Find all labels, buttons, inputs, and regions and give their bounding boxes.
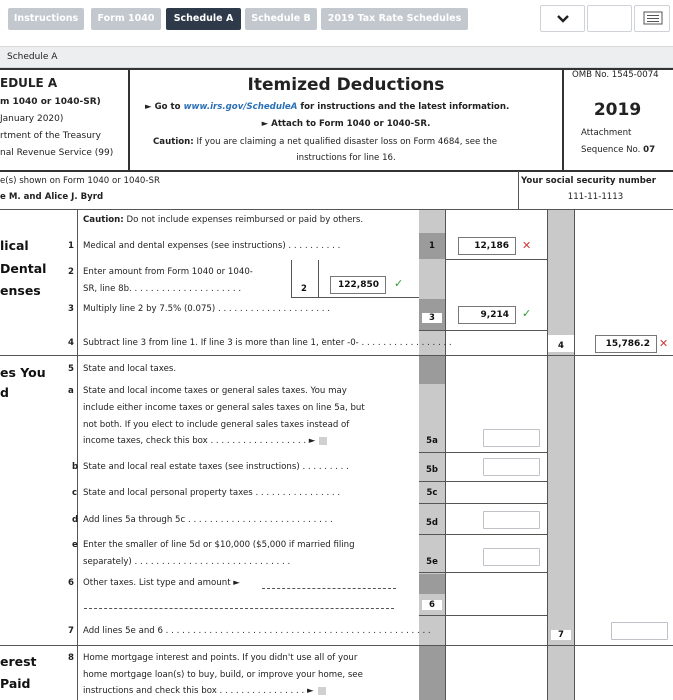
medical-caution [83, 215, 363, 225]
caution-note-2: instructions for line 16. [296, 153, 396, 163]
form-department: rtment of the Treasury [0, 131, 101, 141]
line-2-check-icon: ✓ [394, 277, 404, 290]
ssn-value: 111-11-1113 [567, 192, 624, 202]
caution-text: If you are claiming a net qualified disaster loss on Form 4684, see the [193, 137, 498, 147]
line-1-error-icon: ✕ [522, 239, 532, 252]
line-8-number: 8 [68, 653, 74, 663]
line-5b-input[interactable] [483, 458, 540, 476]
menu-button[interactable] [634, 5, 670, 32]
line-5a-checkbox[interactable] [319, 437, 327, 445]
line-5b-label: State and local real estate taxes (see instructions) . . . . . . . . . [83, 462, 349, 472]
section-label-interest: erest [0, 654, 37, 669]
line-1-input[interactable]: 12,186 [458, 237, 516, 255]
line-4-number: 4 [68, 338, 74, 348]
line-7-input[interactable] [611, 622, 668, 640]
taxpayer-names: e M. and Alice J. Byrd [0, 192, 104, 202]
line-8-text-2: home mortgage loan(s) to buy, build, or improve your home, see [83, 670, 363, 680]
line-1-label: Medical and dental expenses (see instructions) . . . . . . . . . . [83, 241, 341, 251]
line-2-input[interactable]: 122,850 [330, 276, 386, 294]
line-5a-text-2: include either income taxes or general sales taxes on line 5a, but [83, 403, 365, 413]
section-label-taxes-2: d [0, 385, 9, 400]
line-5a-letter: a [68, 386, 74, 396]
line-4-box-label: 4 [551, 341, 571, 351]
line-5a-text-4-label: income taxes, check this box . . . . . . . . . . . . . . . . . . ► [83, 436, 316, 446]
line-5e-text-2: separately) . . . . . . . . . . . . . . . . . . . . . . . . . . . . . [83, 557, 291, 567]
line-6-type-line[interactable] [262, 588, 396, 589]
omb-number: OMB No. 1545-0074 [572, 70, 659, 80]
line-8-text-3-label: instructions and check this box . . . . . . . . . . . . . . . . ► [83, 686, 314, 696]
tab-instructions[interactable]: Instructions [8, 8, 84, 30]
ssn-label: Your social security number [521, 176, 656, 186]
line-8-text-1: Home mortgage interest and points. If you didn't use all of your [83, 653, 358, 663]
line-7-label: Add lines 5e and 6 . . . . . . . . . . . . . . . . . . . . . . . . . . . . . . . . . . . . . . . . . . . . . . . . . [83, 626, 431, 636]
sequence-number [581, 145, 655, 155]
line-2-box-label: 2 [301, 284, 307, 294]
form-subtitle: m 1040 or 1040-SR) [0, 97, 101, 107]
line-2-number: 2 [68, 267, 74, 277]
line-5b-letter: b [72, 462, 79, 472]
goto-suffix: for instructions and the latest information. [297, 102, 510, 112]
line-7-box-label: 7 [551, 630, 571, 640]
form-name: EDULE A [0, 76, 58, 90]
line-5e-text-1: Enter the smaller of line 5d or $10,000 ($5,000 if married filing [83, 540, 355, 550]
section-label-expenses: enses [0, 283, 41, 298]
tab-2019-tax-rate-schedules[interactable]: 2019 Tax Rate Schedules [321, 8, 468, 30]
breadcrumb-label: Schedule A [7, 52, 58, 62]
line-5-label: State and local taxes. [83, 364, 177, 374]
top-nav-bar [0, 0, 673, 40]
line-4-error-icon: ✕ [659, 337, 669, 350]
line-5e-input[interactable] [483, 548, 540, 566]
line-5a-input[interactable] [483, 429, 540, 447]
line-4-label: Subtract line 3 from line 1. If line 3 is more than line 1, enter -0- . . . . . . . . . . . . . . . . . [83, 338, 452, 348]
line-2-label-a: Enter amount from Form 1040 or 1040- [83, 267, 253, 277]
line-5a-text-3: not both. If you elect to include general sales taxes instead of [83, 420, 350, 430]
blank-button[interactable] [587, 5, 632, 32]
goto-prefix: ► Go to [145, 102, 184, 112]
sequence-label: Sequence No. [581, 145, 641, 155]
dropdown-button[interactable] [540, 5, 585, 32]
hamburger-menu-icon [635, 6, 671, 31]
tax-year: 2019 [593, 100, 642, 120]
caution-label: Caution: [153, 137, 194, 147]
line-5b-box-label: 5b [426, 465, 438, 475]
line-5-number: 5 [68, 364, 74, 374]
line-7-number: 7 [68, 626, 74, 636]
line-3-label: Multiply line 2 by 7.5% (0.075) . . . . . . . . . . . . . . . . . . . . . [83, 304, 330, 314]
line-5a-text-4 [83, 436, 327, 446]
line-1-number: 1 [68, 241, 74, 251]
attachment-label: Attachment [581, 128, 632, 138]
line-6-label: Other taxes. List type and amount ► [83, 578, 240, 588]
line-5c-box-label: 5c [426, 488, 438, 498]
line-5d-label: Add lines 5a through 5c . . . . . . . . . . . . . . . . . . . . . . . . . . . [83, 515, 333, 525]
line-5a-box-label: 5a [426, 436, 438, 446]
line-5d-input[interactable] [483, 511, 540, 529]
irs-link[interactable]: www.irs.gov/ScheduleA [183, 102, 298, 112]
line-4-input[interactable]: 15,786.2 [595, 335, 657, 353]
section-label-taxes: es You [0, 365, 46, 380]
section-label-dental: Dental [0, 261, 47, 276]
line-5d-box-label: 5d [426, 518, 438, 528]
line-1-box-label: 1 [429, 241, 435, 251]
line-5e-box-label: 5e [426, 557, 438, 567]
caution-note [153, 137, 497, 147]
section-label-medical: lical [0, 238, 29, 253]
line-5c-label: State and local personal property taxes . . . . . . . . . . . . . . . . [83, 488, 341, 498]
tab-form-1040[interactable]: Form 1040 [91, 8, 161, 30]
line-5e-letter: e [72, 540, 78, 550]
chevron-down-icon [541, 6, 586, 31]
medical-caution-text: Do not include expenses reimbursed or paid by others. [123, 215, 364, 225]
form-revision: January 2020) [0, 114, 64, 124]
line-5c-letter: c [72, 488, 78, 498]
line-8-checkbox[interactable] [318, 687, 326, 695]
line-3-box-label: 3 [422, 313, 442, 323]
line-3-check-icon: ✓ [522, 307, 532, 320]
line-3-input[interactable]: 9,214 [458, 306, 516, 324]
gray-column-right-bottom [548, 352, 574, 700]
tab-schedule-a[interactable]: Schedule A [166, 8, 241, 30]
section-label-paid: Paid [0, 676, 31, 691]
breadcrumb [0, 46, 673, 68]
gray-column-right-top [548, 210, 574, 335]
form-irs: nal Revenue Service (99) [0, 148, 114, 158]
line-8-text-3 [83, 686, 326, 696]
medical-caution-label: Caution: [83, 215, 124, 225]
line-5d-letter: d [72, 515, 79, 525]
line-6-amount-line[interactable] [84, 608, 394, 609]
goto-instructions [145, 102, 509, 112]
names-label: e(s) shown on Form 1040 or 1040-SR [0, 176, 160, 186]
line-3-number: 3 [68, 304, 74, 314]
line-5a-text-1: State and local income taxes or general sales taxes. You may [83, 386, 347, 396]
page-title: Itemized Deductions [247, 75, 445, 95]
line-6-box-label: 6 [422, 600, 442, 610]
sequence-value: 07 [643, 145, 656, 155]
line-2-label-b: SR, line 8b. . . . . . . . . . . . . . . . . . . . . [83, 284, 242, 294]
tab-schedule-b[interactable]: Schedule B [245, 8, 317, 30]
line-6-number: 6 [68, 578, 74, 588]
attach-note: ► Attach to Form 1040 or 1040-SR. [261, 119, 431, 129]
